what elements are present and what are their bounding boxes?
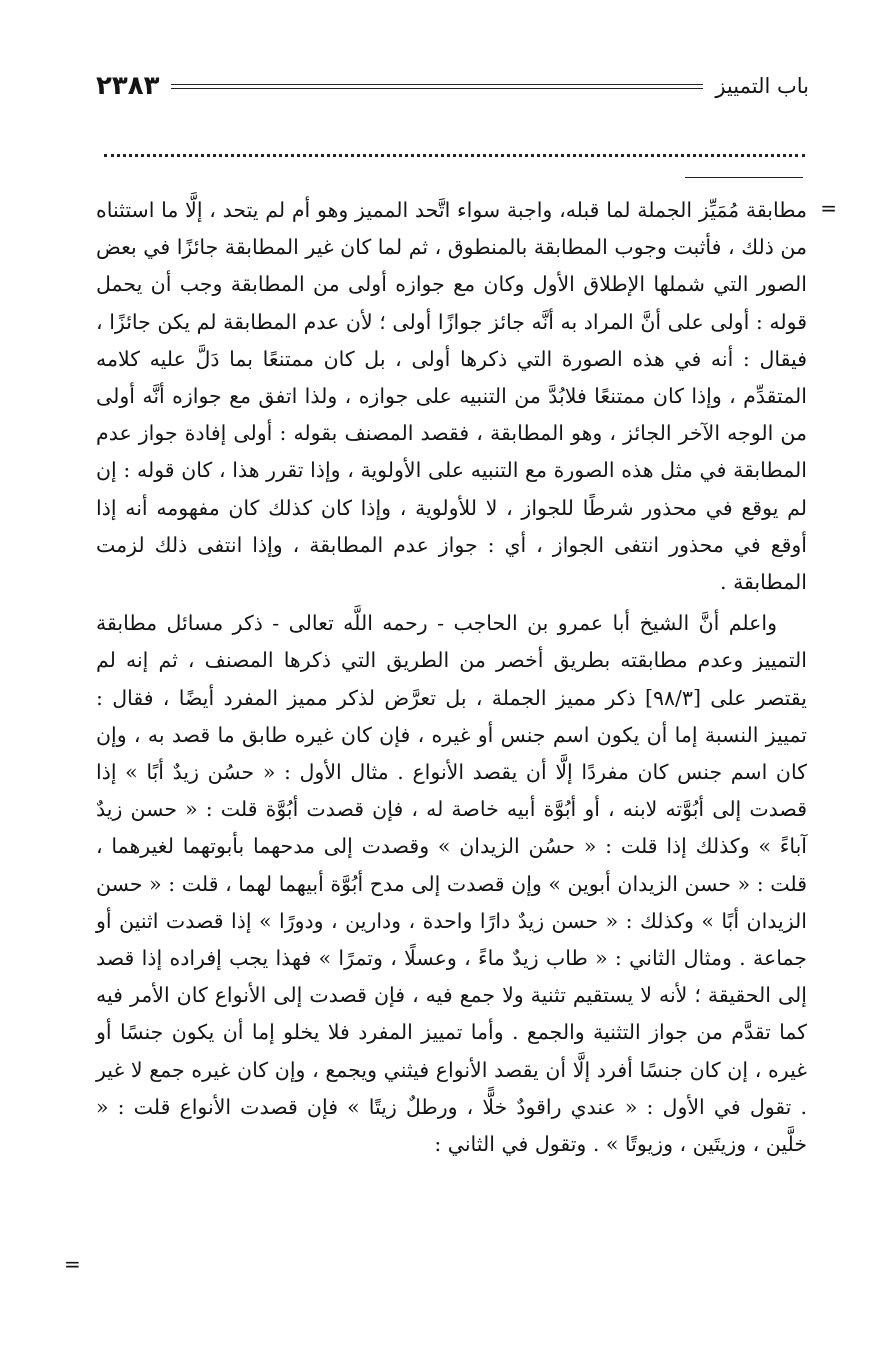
dotted-separator [104, 142, 805, 157]
header-rule [171, 84, 703, 89]
continuation-mark-bottom: = [64, 1252, 81, 1276]
footnote-rule [685, 177, 803, 178]
continuation-mark-top: = [820, 196, 837, 220]
page-number: ٢٣٨٣ [96, 71, 160, 101]
page-header [96, 66, 809, 106]
paragraph: واعلم أنَّ الشيخ أبا عمرو بن الحاجب - رحمه اللَّه تعالى - ذكر مسائل مطابقة التمييز وعدم مطابقته بطريق أخصر من الطريق التي ذكرها المصنف ، ثم إنه لم يقتصر على [٩٨/٣] ذكر مميز الجملة ، بل تعرَّض لذكر مميز المفرد أيضًا ، فقال : تمييز النسبة إما أن يكون اسم جنس أو غيره ، فإن كان غيره طابق ما قصد به ، وإن كان اسم جنس كان مفردًا إلَّا أن يقصد الأنواع . مثال الأول : « حسُن زيدٌ أبًا » إذا قصدت إلى أبُوَّته لابنه ، أو أبُوَّة أبيه خاصة له ، فإن قصدت أبُوَّة قلت : « حسن زيدٌ آباءً » وكذلك إذا قلت : « حسُن الزيدان » وقصدت إلى مدحهما بأبوتهما لغيرهما ، قلت : « حسن الزيدان أبوين » وإن قصدت إلى مدح أبُوَّة أبيهما لهما ، قلت : « حسن الزيدان أبًا » وكذلك : « حسن زيدٌ دارًا واحدة ، ودارين ، ودورًا » إذا قصدت اثنين أو جماعة . ومثال الثاني : « طاب زيدٌ ماءً ، وعسلًا ، وتمرًا » فهذا يجب إفراده إذا قصد إلى الحقيقة ؛ لأنه لا يستقيم تثنية ولا جمع فيه ، فإن قصدت إلى الأنواع كان الأمر فيه كما تقدَّم من جواز التثنية والجمع . وأما تمييز المفرد فلا يخلو إما أن يكون جنسًا أو غيره ، إن كان جنسًا أفرد إلَّا أن يقصد الأنواع فيثني ويجمع ، وإن كان غيره جمع لا غير . تقول في الأول : « عندي راقودٌ خلًّا ، ورطلٌ زيتًا » فإن قصدت الأنواع قلت : « خلَّين ، وزيتَين ، وزيوتًا » . وتقول في الثاني : [96, 611, 807, 1157]
paragraph: مطابقة مُمَيِّز الجملة لما قبله، واجبة سواء اتَّحد المميز وهو أم لم يتحد ، إلَّا ما استثناه من ذلك ، فأثبت وجوب المطابقة بالمنطوق ، ثم لما كان غير المطابقة جائزًا في بعض الصور التي شملها الإطلاق الأول وكان مع جوازه أولى من المطابقة وجب أن يحمل قوله : أولى على أنَّ المراد به أنَّه جائز جوازًا أولى ؛ لأن عدم المطابقة لم يكن جائزًا ، فيقال : أنه في هذه الصورة التي ذكرها أولى ، بل كان ممتنعًا بما دَلَّ عليه كلامه المتقدِّم ، وإذا كان ممتنعًا فلابُدَّ من التنبيه على جوازه ، ولذا اتفق مع جوازه أنَّه أولى من الوجه الآخر الجائز ، وهو المطابقة ، فقصد المصنف بقوله : أولى إفادة جواز عدم المطابقة في مثل هذه الصورة مع التنبيه على الأولوية ، وإذا تقرر هذا ، كان قوله : إن لم يوقع في محذور شرطًا للجواز ، لا للأولوية ، وإذا كان كذلك كان مفهومه أنه إذا أوقع في محذور انتفى الجواز ، أي : جواز عدم المطابقة ، وإذا انتفى ذلك لزمت المطابقة . [96, 198, 807, 595]
main-text [96, 192, 807, 1163]
chapter-title: باب التمييز [715, 74, 809, 98]
